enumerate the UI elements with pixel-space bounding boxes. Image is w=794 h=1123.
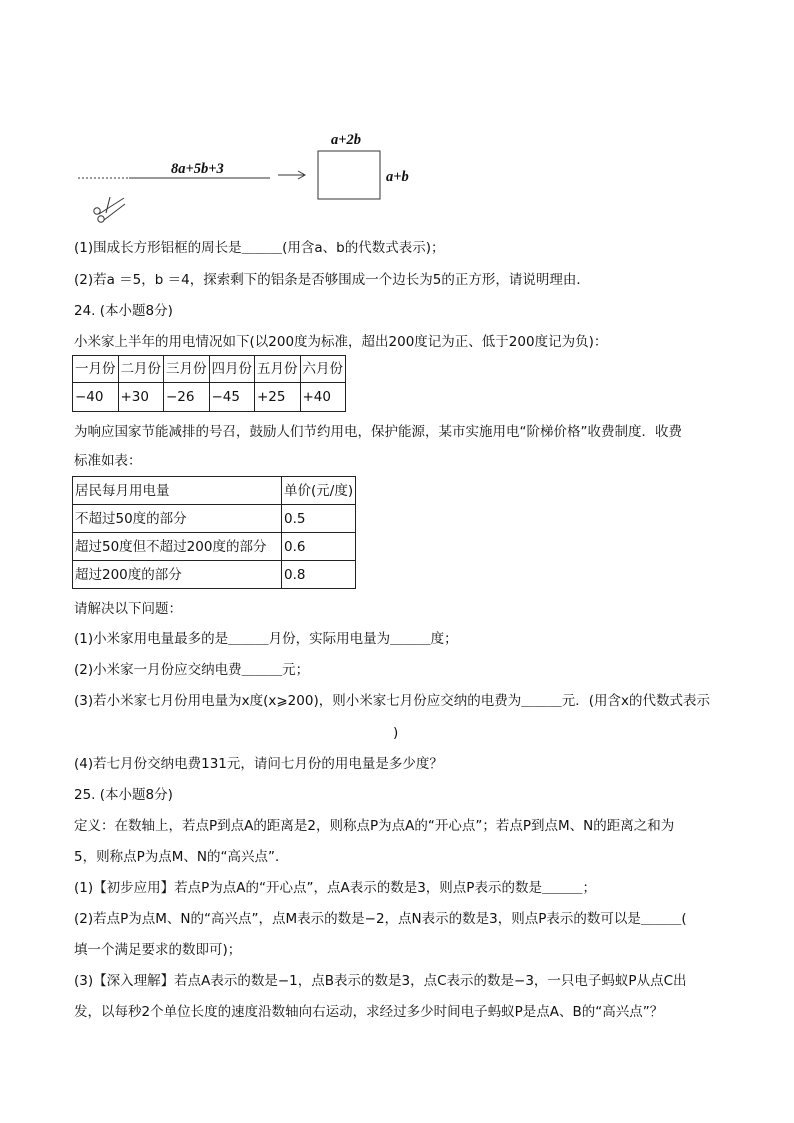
q24-part2: (2)小米家一月份应交纳电费＿＿＿元；	[74, 662, 310, 678]
scissors-icon	[94, 197, 125, 222]
table-cell: 0.5	[282, 505, 356, 533]
table-row	[73, 383, 346, 412]
table-cell: +25	[255, 383, 301, 412]
rope-length-label: 8a+5b+3	[171, 161, 224, 177]
table-row	[73, 533, 356, 561]
table-row	[73, 561, 356, 589]
q24-intro: 小米家上半年的用电情况如下(以200度为标准，超出200度记为正、低于200度记为负)：	[74, 334, 608, 350]
q24-part4: (4)若七月份交纳电费131元，请问七月份的用电量是多少度？	[74, 756, 443, 772]
q23-part1: (1)围成长方形铝框的周长是＿＿＿(用含a、b的代数式表示)；	[74, 240, 445, 256]
table-cell: 0.8	[282, 561, 356, 589]
q25-part3-line2: 发，以每秒2个单位长度的速度沿数轴向右运动，求经过多少时间电子蚂蚁P是点A、B的“高兴点”？	[74, 1004, 664, 1020]
rectangle-top-label: a+2b	[331, 132, 362, 148]
table-header-cell: 五月份	[255, 356, 301, 383]
q25-def-line1: 定义：在数轴上，若点P到点A的距离是2，则称点P为点A的“开心点”；若点P到点M、N的距离之和为	[74, 818, 675, 834]
table-cell: 不超过50度的部分	[73, 505, 282, 533]
table-row	[73, 356, 346, 383]
table-header-cell: 二月份	[118, 356, 164, 383]
table-row	[73, 477, 356, 505]
rope-diagram	[0, 0, 794, 240]
price-tier-table	[72, 476, 356, 589]
table-header-cell: 居民每月用电量	[73, 477, 282, 505]
q25-def-line2: 5，则称点P为点M、N的“高兴点”．	[74, 849, 289, 865]
table-cell: −45	[209, 383, 255, 412]
q25-part3-line1: (3)【深入理解】若点A表示的数是−1，点B表示的数是3，点C表示的数是−3，一只电子蚂蚁P从点C出	[74, 973, 687, 989]
table-cell: 超过50度但不超过200度的部分	[73, 533, 282, 561]
aluminum-rectangle	[318, 151, 380, 199]
q25-part2-line1: (2)若点P为点M、N的“高兴点”，点M表示的数是−2，点N表示的数是3，则点P表示的数可以是＿＿＿(	[74, 911, 687, 927]
table-cell: −40	[73, 383, 119, 412]
table-header-cell: 单价(元/度)	[282, 477, 356, 505]
q24-header: 24. (本小题8分)	[74, 303, 173, 319]
table-cell: 0.6	[282, 533, 356, 561]
rectangle-side-label: a+b	[386, 169, 409, 185]
q24-solve-intro: 请解决以下问题：	[74, 601, 182, 617]
table-cell: +30	[118, 383, 164, 412]
table-header-cell: 六月份	[300, 356, 346, 383]
monthly-usage-table	[72, 355, 346, 412]
table-header-cell: 四月份	[209, 356, 255, 383]
q24-part1: (1)小米家用电量最多的是＿＿＿月份，实际用电量为＿＿＿度；	[74, 631, 458, 647]
table-row	[73, 505, 356, 533]
q24-desc-line1: 为响应国家节能减排的号召，鼓励人们节约用电，保护能源，某市实施用电“阶梯价格”收费制度．收费	[74, 424, 682, 440]
q24-part3-line2: )	[393, 725, 399, 741]
q24-desc-line2: 标准如表：	[74, 453, 142, 469]
table-cell: +40	[300, 383, 346, 412]
q25-header: 25. (本小题8分)	[74, 787, 173, 803]
q23-part2: (2)若a ＝5，b ＝4，探索剩下的铝条是否够围成一个边长为5的正方形，请说明理由．	[74, 272, 590, 288]
table-header-cell: 一月份	[73, 356, 119, 383]
q25-part2-line2: 填一个满足要求的数即可)；	[74, 942, 242, 958]
table-cell: 超过200度的部分	[73, 561, 282, 589]
q24-part3-line1: (3)若小米家七月份用电量为x度(x⩾200)，则小米家七月份应交纳的电费为＿＿＿元．(用含x的代数式表示	[74, 693, 710, 709]
table-cell: −26	[164, 383, 210, 412]
table-header-cell: 三月份	[164, 356, 210, 383]
q25-part1: (1)【初步应用】若点P为点A的“开心点”，点A表示的数是3，则点P表示的数是＿＿＿；	[74, 880, 596, 896]
